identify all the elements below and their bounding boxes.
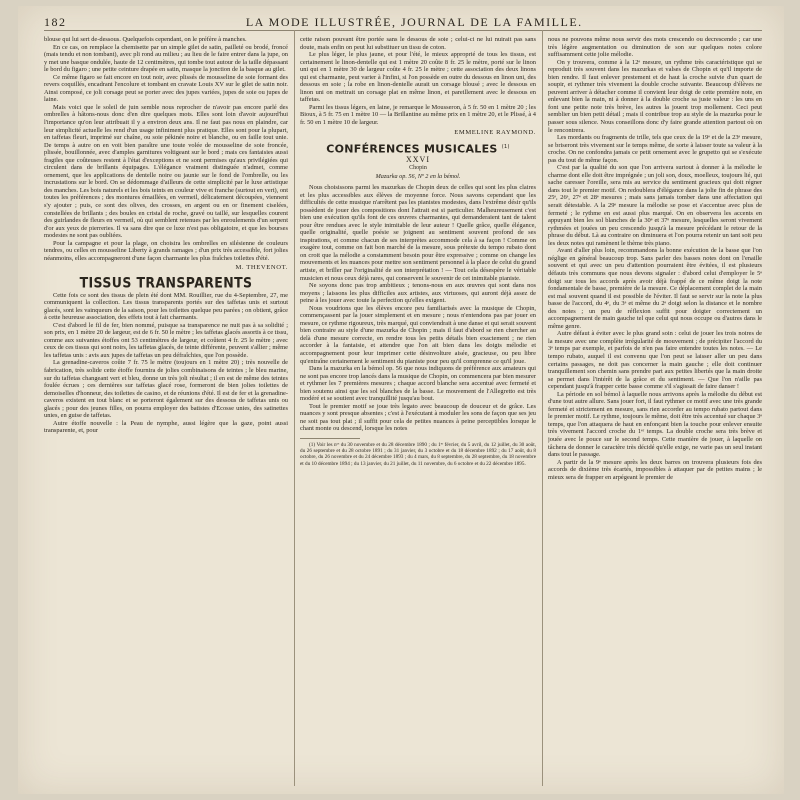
paragraph: Ce même figaro se fait encore en tout noir, avec plissés de mousseline de soie formant des revers coquillés, encadrant l'encolure et tombant en cravate Louis XV sur le gilet de satin noir. Ainsi composé, ce joli corsage peut se porter avec des jupes variées, jupes de soie ou jupes de laine. [44, 73, 288, 104]
paragraph: Avant d'aller plus loin, recommandons la bonne exécution de la basse que l'on néglige en général beaucoup trop. Sans parler des basses notes dont on l'enaille souvent et qui avec un peu d'attention pourraient être évitées, il est plusieurs défauts très communs que nous devons signaler : d'abord celui d'employer le 5ᵉ doigt sur tous les accords après avoir déjà frappé de ce même doigt la note fondamentale de basse, première de la mesure. Ce déplacement complet de la main est mal souvent quand il est possible de l'éviter. Il faut se servir sur la note la plus basse de l'accord, du 4ᵉ, du 3ᵉ et même du 2ᵉ doigt selon la distance et le nombre des notes ; un peu de réflexion suffit pour doigter correctement un accompagnement de main gauche tel que celui qui nous occupe ou d'autres dans le même genre. [548, 247, 762, 330]
paragraph: C'est d'abord le fil de fer, bien nommé, puisque sa transparence ne nuit pas à sa solidité ; son prix, en 1 mètre 20 de largeur, est de 6 fr. 50 le mètre ; les taffetas glacés assortis à ce tissu, comme aux suivantes étoffes ont 53 centimètres de largeur, et coûtent 4 fr. 25 le mètre ; avec ceux de ces tissus qui sont noirs, les taffetas glacés, de teinte différente, peuvent s'allier ; même les taffetas unis : avis aux jupes de taffetas un peu défraîchies, que l'on possède. [44, 321, 288, 359]
paragraph: Cette fois ce sont des tissus de plein été dont MM. Rouillier, rue du 4-Septembre, 27, me communiquent la collection. Les tissus transparents portés sur des taffetas unis et surtout glacés, sont les vainqueurs de la saison, pour les toilettes quelque peu parées ; on obtient, grâce à cette heureuse association, des effets tout à fait charmants. [44, 291, 288, 322]
paragraph: Mais voici que le soleil de juin semble nous reprocher de n'avoir pas encore parlé des ombrelles à hâtons-nous donc d'en dire quelques mots. Elles sont loin d'avoir aujourd'hui l'importance qu'on leur attribuait il y a environ deux ans. Il ne faut pas nous en plaindre, car leur simplicité actuelle les rend d'un usage infiniment plus pratique. Elles sont pour la plupart, en taffetas fleuri, imprimé sur chaîne, ou soie pékinée noire et blanche, ou en faille tout unie. De temps à autre on en voit bien paraître une toute volée de mousseline de soie froncée, plissée, bouillonnée, avec d'amples garnitures voltigeant sur le bord ; mais ces fantaisies aussi fragiles que coûteuses restent à l'état d'exceptions et ne sont permises qu'aux privilégiées qui circulent dans de brillants équipages. L'élégance vraiment distinguée n'admet, comme ornement, que les applications de dentelle noire ou jaunie sur le fond de l'ombrelle, ou les incrustations sur le bord. On se dédommage d'ailleurs de cette simplicité par le luxe artistique des manches. Les bois naturels et les bois teints en couleur vive et franche (surtout en vert), ont toutes les préférences ; des montures émaillées, en vermeil, délicatement découpées, viennent s'y ajouter ; puis, ce sont des olives, des crosses, en argent ou en or finement ciselées, constellées de brillants ; des boules en cristal de roche, gravé ou taillé, sur lesquelles courent des guirlandes de fleurs en vermeil, où qui semblent retenues par les enroulements d'un serpent d'or aux yeux de pierreries. Il va sans dire que ce luxe n'est pas obligatoire, et que les bourses modestes ne sont pas oubliées. [44, 103, 288, 240]
journal-title: LA MODE ILLUSTRÉE, JOURNAL DE LA FAMILLE. [245, 14, 583, 29]
paragraph: Autre défaut à éviter avec le plus grand soin : celui de jouer les trois noires de la mesure avec une complète irrégularité de mouvement ; de précipiter l'accord du 3ᵉ temps par exemple, et parfois de n'en pas faire entendre toutes les notes. — Le tempo rubato, auquel il est convenu que l'on peut se laisser aller un peu dans certains passages, ne doit pas concerner la main gauche ; elle doit continuer tranquillement son chemin sans prendre part aux petites libertés que la main droite se permet dans l'intérêt de la grâce et du sentiment. — Que l'on n'aille pas cependant jusqu'à frapper cette basse comme s'il s'agissait de faire danser ! [548, 330, 762, 391]
section-subtitle: Chopin [409, 164, 427, 171]
paragraph: Nous choisissons parmi les mazurkas de Chopin deux de celles qui sont les plus claires et les plus accessibles aux élèves de moyenne force. Nous savons cependant que les difficultés de cette musique n'arrêtent pas les pianistes modestes, dans l'extrême désir qu'ils possèdent de jouer des compositions dont l'attrait est si particulier. Malheureusement c'est bien une exécution qu'ils font de ces œuvres charmantes, qui demanderaient tant de talent pour être rendues avec le style inimitable de leur auteur ! Quelle grâce, quelle élégance, quelle originalité, quelle poésie se joignent au sentiment souvent profond de ses inspirations, et comme chacun de ses interprètes accommode cela à sa façon ! Comme on exagère tout, comme on fait bon marché de la mesure, sous prétexte du tempo rubato dont on croit que la mélodie a constamment besoin pour être expressive ; comme on change les mouvements et les nuances pour mettre son sentiment personnel à la place de celui du grand artiste, et briller par l'originalité de son interprétation ! — Tout cela désespère le véritable musicien et nous ceux déjà rares, qui conservent le souvenir de cet inimitable pianiste. [300, 183, 536, 282]
newspaper-page [18, 6, 784, 794]
article-signature: M. THEVENOT. [235, 264, 288, 272]
column-rule [542, 30, 543, 786]
paragraph: La grenadine-caveros coûte 7 fr. 75 le mètre (toujours en 1 mètre 20) ; très nouvelle de fabrication, très solide cette étoffe fournira de jolies combinaisons de teintes ; le bleu marine, sur du taffetas changeant vert et bleu, donne un très joli résultat ; il en est de même des teintes foulée écrues ; ces dernières sur taffetas glacé rose, formeront de bien jolies toilettes de demoiselles d'honneur, des toilettes de casino, et de réunions d'été. Il est de fer et la grenadine-caveros existent en tout blanc et se porteront également sur des dessous de taffetas unis ou glacés ; pour des jeunes filles, on pourra employer des batistes d'Ecosse unies, des satinettes unies, en guise de taffetas. [44, 359, 288, 420]
paragraph: Les mordants ou fragments de trille, tels que ceux de la 19ᵉ et de la 23ᵉ mesure, se briseront très vivement sur le temps même, de sorte à laisser toute sa valeur à la croche. On ne confondra jamais ce petit ornement avec le grupetto qui se s'exécute pas du tout de même façon. [548, 134, 762, 164]
footnote: (1) Voir les nᵒˢ du 30 novembre et du 28 décembre 1890 ; du 1ᵉʳ février, du 5 avril, du 12 juillet, du 30 août, du 26 septembre et du 28 octobre 1891 ; du 31 janvier, du 3 octobre et du 18 décembre 1892 ; du 17 août, du 8 octobre, du 26 novembre et du 24 décembre 1893 ; du 4 mars, du 8 septembre, du 28 septembre, du 18 novembre et du 10 décembre 1894 ; du 13 janvier, du 21 juillet, du 11 novembre, du 6 octobre et du 22 décembre 1895. [300, 442, 536, 467]
column-1 [44, 36, 288, 786]
paragraph: La période en sol bémol à laquelle nous arrivons après la mélodie du début est d'une tout autre allure. Sans jouer fort, il faut rythmer ce motif avec une très grande fermeté et strictement en mesure, sans rien accorder au tempo rubato partout dans le premier motif. Le rythme, toujours le même, doit être très accentué sur chaque 3ᵉ temps, que l'on attaquera de haut en enfonçant bien la touche pour enlever ensuite très vivement l'accord croche du 1ᵉʳ temps. La double croche sera très brève et jouée avec le pouce sur le second temps. Cette manière de jouer, à laquelle on tâchera de donner le caractère très décidé qu'elle exige, ne varie pas un seul instant dans tout le passage. [548, 390, 762, 459]
column-3 [548, 36, 762, 786]
paragraph: Tout le premier motif se joue très legato avec beaucoup de douceur et de grâce. Les nuances y sont presque absentes ; c'est à l'exécutant à moduler les sons de façon que ses jeu ne soit pas tout plat ; il suffit pour cela de petites nuances à peine perceptibles lorsque le chant monte ou descend, lorsque les notes [300, 402, 536, 433]
section-numeral: XXVI [406, 155, 430, 165]
column-2 [300, 36, 536, 786]
paragraph: Le plus léger, le plus jaune, et pour l'été, le mieux approprié de tous les tissus, est certainement le linon-dentelle qui est 1 mètre 20 coûte 8 fr. 25 le mètre, porté sur le linon uni qui en 1 mètre 30 de largeur coûte 4 fr. 25 le mètre ; cette association des deux linons qui est charmante, peut varier à l'infini, si l'on possède en outre du dessous en linon uni, des dessous en soie ; la robe en linon-dentelle aurait un corsage blousé ; avec le dessous en linon uni on mettrait un corsage plat en même linon, et pareillement avec le dessous en taffetas. [300, 51, 536, 104]
paragraph: En ce cas, on remplace la chemisette par un simple gilet de satin, pailleté ou brodé, froncé (mais tendu et non tombant), avec pli rond au milieu ; au lieu de le faire entrer dans la jupe, on y met une basque ondulée, haute de 12 centimètres, qui tombe tout autour de la taille dépassant le bord du figaro ; une petite ceinture drapée en satin, masque la jonction de la basque au gilet. [44, 43, 288, 74]
paragraph: Ne soyons donc pas trop ambitieux ; tenons-nous en aux œuvres qui sont dans nos moyens ; laissons les plus difficiles aux artistes, aux virtuoses, qui auront déjà assez de peine à les jouer avec toute la perfection qu'elles exigent. [300, 282, 536, 305]
page-header [44, 14, 762, 31]
paragraph: cette raison pouvant être portée sans le dessous de soie ; celui-ci ne lui nuirait pas sans doute, mais enfin on peut lui substituer un tissu de coton. [300, 36, 536, 51]
paragraph: Pour la campagne et pour la plage, on choisira les ombrelles en silésienne de couleurs tendres, ou celles en mousseline Liberty à grands ramages ; d'un prix très accessible, fort jolies néanmoins, elles accompagneront d'une façon charmante les plus fraîches toilettes d'été. [44, 239, 288, 262]
paragraph: On y trouvera, comme à la 12ᵉ mesure, un rythme très caractéristique qui se reproduit très souvent dans les mazurkas et valses de Chopin et qu'il importe de bien rendre. Il faut enlever prestement et de haut la croche suivie d'un quart de soupir, et rythmer très vivement la double croche suivante. Beaucoup d'élèves ne peuvent arriver à détacher comme il convient leur doigt de cette première note, en enlevant bien la main, ni à donner à la double croche sa juste valeur : les uns en font une petite note très brève, les autres la jouent trop mollement. Ceci peut semblier un bien petit détail ; mais il contribue trop au style de la mazurka pour le passer sous silence. Nous conseillons donc d'y faire grande attention partout où on le rencontrera. [548, 58, 762, 134]
paragraph: blouse qui lui sert de-dessous. Quelquefois cependant, on le préfère à manches. [44, 36, 247, 43]
footnote-mark: (1) [501, 144, 510, 151]
piece-title: Mazurka op. 56, Nº 2 en la bémol. [375, 173, 461, 181]
paragraph: Parmi les tissus légers, en laine, je remarque le Mousseron, à 5 fr. 50 en 1 mètre 20 ; les Bioux, à 5 fr. 75 en 1 mètre 10 — la Brillantine au même prix en 1 mètre 20, et le Plissé, à 4 fr. 50 en 1 mètre 10 de largeur. [300, 103, 536, 127]
paragraph: Nous voudrions que les élèves encore peu familiarisés avec la musique de Chopin, commençassent par la jouer simplement et en mesure ; nous n'entendons pas par jouer en mesure, ce rythme rigoureux, très marqué, qui conviendrait à une danse et qui serait souvent bien contraire au style d'une mazurka de Chopin ; mais il faut d'abord se rien chercher au delà d'une mesure correcte, en rendre tous les petits détails bien exactement ; ne rien accorder à la fantaisie, et attendre que l'on ait bien dans les doigts mélodie et accompagnement pour leur imprimer cette désinvolture aisée, gracieuse, ou peu libre qu'entraîne certainement le sentiment du pianiste pour peu qu'il comprenne ce qu'il joue. [300, 304, 536, 365]
paragraph: C'est par la qualité du son que l'on arrivera surtout à donner à la mélodie le charme dont elle doit être imprégnée ; un joli son, doux, moelleux, toujours lié, qui sache caresser l'oreille, sera mis au service du sentiment gracieux qui doit régner dans tout le premier motif. On redoublera d'élégance dans la jolie fin de phrase des 25ᵉ, 26ᵉ, 27ᵉ et 28ᵉ mesures ; mais sans jamais tomber dans une affectation qui serait détestable. A la 29ᵉ mesure la mélodie se pose et s'accentue avec plus de fermeté ; le rythme en est aussi plus marqué. On en observera les accents en appuyant bien les sol blanches de la 30ᵉ et 37ᵉ mesure, lesquelles seront vivement rythmées et jouées un peu crescendo jusqu'à la mesure précédant le retour de la phrase du début. Là au contraire on diminuera et l'on pourra retenir un tant soit peu les deux notes qui ramènent le thème très piano. [548, 164, 762, 247]
section-title: TISSUS TRANSPARENTS [79, 273, 253, 292]
section-title [300, 142, 536, 156]
paragraph: nous ne pouvons même nous servir des mots crescendo ou decrescendo ; car une très légère augmentation ou diminution de son sur quelques notes colore suffisamment cette jolie mélodie. [548, 36, 762, 59]
column-rule [294, 30, 295, 786]
paragraph: Autre étoffe nouvelle : la Peau de nymphe, aussi légère que la gaze, point aussi transparente, et, pour [44, 419, 288, 435]
article-signature: EMMELINE RAYMOND. [454, 128, 536, 136]
paragraph: Dans la mazurka en la bémol op. 56 que nous indiquons de préférence aux amateurs qui ne sont pas encore trop lancés dans la musique de Chopin, on commencera par bien mesurer et rythmer les 7 premières mesures ; chaque accord blanche sera accentué avec fermeté et bien soutenu ainsi que les sol blanches de la basse. Le mouvement de l'Allegretto est très modéré et se soutient avec tranquillité jusqu'au bout. [300, 365, 536, 403]
page-number: 182 [44, 14, 67, 29]
section-title-text: CONFÉRENCES MUSICALES [326, 142, 498, 156]
paragraph: A partir de la 9ᵉ mesure après les deux barres on trouvera plusieurs fois des accords de dixième très écartés, impossibles à attaquer par de petites mains ; le mieux sera de frapper en arpégeant le premier de [548, 458, 762, 481]
footnote-rule [300, 438, 360, 439]
